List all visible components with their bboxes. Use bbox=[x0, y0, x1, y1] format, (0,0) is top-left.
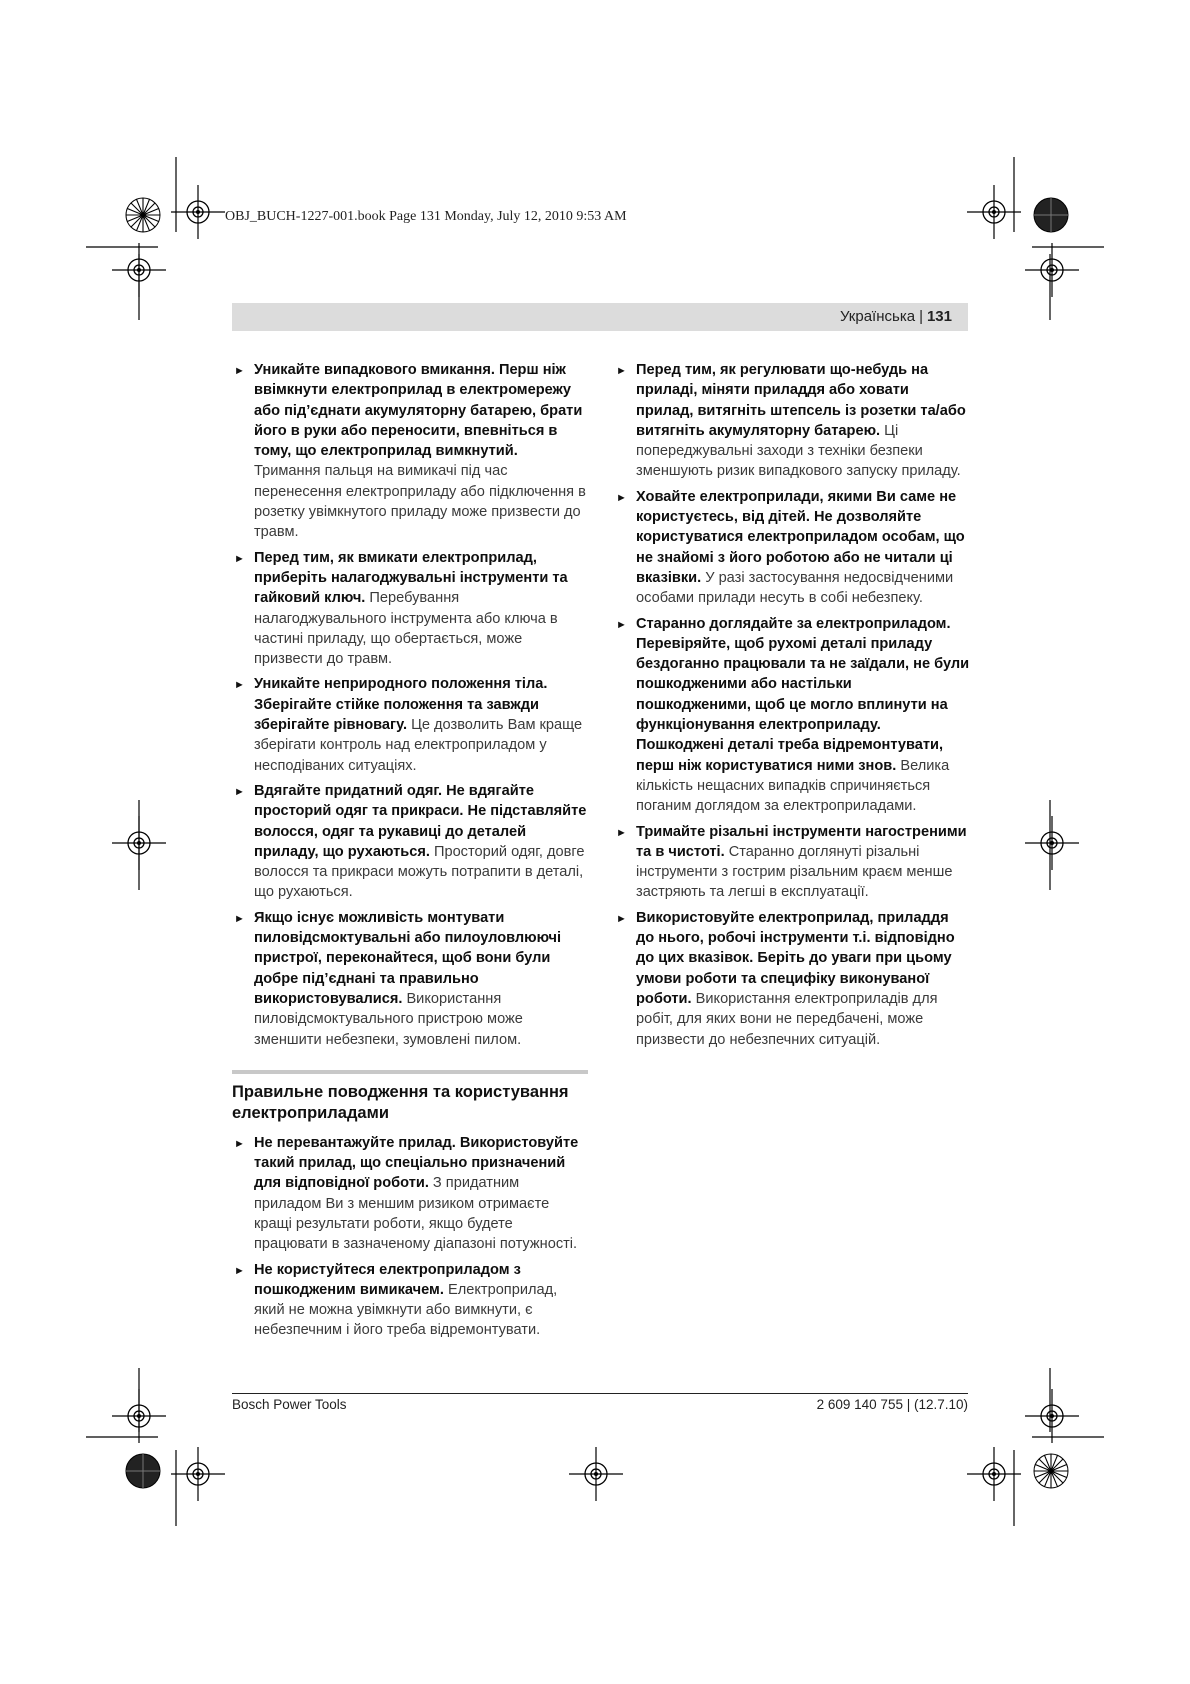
registration-mark-icon bbox=[569, 1447, 623, 1501]
bullet-item bbox=[232, 908, 588, 1050]
bullet-lead: Вдягайте придатний одяг. Не вдягайте просторий одяг та прикраси. Не підставляйте волосся, одяг та рукавиці до деталей приладу, що рухаються. bbox=[254, 782, 587, 860]
bullet-text: Ці попереджувальні заходи з техніки безпеки зменшують ризик випадкового запуску приладу. bbox=[636, 422, 961, 480]
bullet-item bbox=[614, 487, 970, 609]
dark-target-icon bbox=[126, 1454, 160, 1488]
header-language: Українська bbox=[839, 308, 916, 325]
bullet-arrow-icon: ► bbox=[234, 679, 245, 692]
bullet-item bbox=[232, 360, 588, 543]
bullet-text: Тримання пальця на вимикачі під час перенесення електроприладу або підключення в розетку увімкнутого приладу може призвести до травм. bbox=[254, 463, 586, 541]
registration-mark-icon bbox=[112, 1389, 166, 1443]
bullet-item bbox=[614, 614, 970, 817]
registration-mark-icon bbox=[967, 185, 1021, 239]
running-header bbox=[232, 303, 968, 331]
bullet-arrow-icon: ► bbox=[616, 826, 627, 839]
bullet-lead: Не користуйтеся електроприладом з пошкодженим вимикачем. bbox=[254, 1261, 521, 1298]
print-slug: OBJ_BUCH-1227-001.book Page 131 Monday, July 12, 2010 9:53 AM bbox=[225, 209, 627, 224]
bullet-arrow-icon: ► bbox=[616, 618, 627, 631]
registration-mark-icon bbox=[171, 185, 225, 239]
bullet-lead: Старанно доглядайте за електроприладом. Перевіряйте, щоб рухомі деталі приладу бездоганно працювали та не заїдали, не були пошкодженими або настільки пошкодженими, щоб це могло вплинути на функціонування електроприладу. Пошкоджені деталі треба відремонтувати, перш ніж користуватися ними знов. bbox=[636, 615, 970, 774]
bullet-text: Використання електроприладів для робіт, для яких вони не передбачені, може призвести до небезпечних ситуацій. bbox=[636, 990, 938, 1048]
star-target-icon bbox=[126, 198, 160, 232]
bullet-item bbox=[232, 1260, 588, 1341]
registration-mark-icon bbox=[967, 1447, 1021, 1501]
bullet-arrow-icon: ► bbox=[234, 1137, 245, 1150]
bullet-item bbox=[614, 360, 970, 482]
bullet-text: Перебування налагоджувального інструмента або ключа в частині приладу, що обертається, може призвести до травм. bbox=[254, 590, 558, 668]
bullet-item bbox=[232, 674, 588, 775]
registration-mark-icon bbox=[112, 816, 166, 870]
bullet-arrow-icon: ► bbox=[616, 912, 627, 925]
footer-divider bbox=[232, 1393, 968, 1394]
section-divider bbox=[232, 1070, 588, 1074]
bullet-text: У разі застосування недосвідченими особами прилади несуть в собі небезпеку. bbox=[636, 569, 954, 607]
bullet-text: З придатним приладом Ви з меншим ризиком отримаєте кращі результати роботи, якщо будете працювати в зазначеному діапазоні потужності. bbox=[254, 1175, 578, 1253]
bullet-lead: Не перевантажуйте прилад. Використовуйте такий прилад, що спеціально призначений для відповідної роботи. bbox=[254, 1134, 579, 1192]
bullet-text: Просторий одяг, довге волосся та прикраси можуть потрапити в деталі, що рухаються. bbox=[254, 843, 585, 901]
bullet-item bbox=[232, 781, 588, 903]
bullet-lead: Перед тим, як регулювати що-небудь на приладі, міняти приладдя або ховати прилад, витягніть штепсель із розетки та/або витягніть акумуляторну батарею. bbox=[636, 362, 966, 439]
registration-mark-icon bbox=[112, 243, 166, 297]
bullet-arrow-icon: ► bbox=[234, 912, 245, 925]
registration-mark-icon bbox=[1025, 816, 1079, 870]
bullet-text: Велика кількість нещасних випадків спричиняється поганим доглядом за електроприладами. bbox=[636, 757, 950, 815]
bullet-lead: Тримайте різальні інструменти нагостреними та в чистоті. bbox=[636, 823, 967, 860]
bullet-lead: Перед тим, як вмикати електроприлад, приберіть налагоджувальні інструменти та гайковий ключ. bbox=[254, 549, 568, 607]
right-column bbox=[614, 360, 970, 1055]
bullet-item bbox=[614, 822, 970, 903]
bullet-text: Електроприлад, який не можна увімкнути або вимкнути, є небезпечним і його треба відремонтувати. bbox=[254, 1281, 558, 1339]
section-heading: Правильне поводження та користування електроприладами bbox=[232, 1082, 569, 1122]
bullet-arrow-icon: ► bbox=[234, 1264, 245, 1277]
bullet-arrow-icon: ► bbox=[234, 365, 245, 377]
header-text bbox=[840, 308, 952, 325]
bullet-arrow-icon: ► bbox=[616, 491, 627, 504]
header-separator: | bbox=[919, 308, 923, 325]
bullet-lead: Використовуйте електроприлад, приладдя до нього, робочі інструменти т.і. відповідно до цих вказівок. Беріть до уваги при цьому умови роботи та специфіку виконуваної роботи. bbox=[636, 909, 955, 1007]
footer-brand: Bosch Power Tools bbox=[232, 1397, 347, 1412]
registration-mark-icon bbox=[1025, 1389, 1079, 1443]
bullet-item bbox=[614, 908, 970, 1050]
registration-mark-icon bbox=[171, 1447, 225, 1501]
bullet-lead: Уникайте неприродного положення тіла. Зберігайте стійке положення та завжди зберігайте рівновагу. bbox=[254, 676, 548, 734]
registration-mark-icon bbox=[1025, 243, 1079, 297]
bullet-arrow-icon: ► bbox=[616, 365, 627, 377]
bullet-text: Це дозволить Вам краще зберігати контроль над електроприладом у несподіваних ситуаціях. bbox=[254, 717, 583, 774]
bullet-arrow-icon: ► bbox=[234, 552, 245, 565]
bullet-text: Старанно доглянуті різальні інструменти з гострим різальним краєм менше застряють та легші в експлуатації. bbox=[636, 843, 953, 901]
bullet-lead: Уникайте випадкового вмикання. Перш ніж ввімкнути електроприлад в електромережу або під’єднати акумуляторну батарею, брати його в руки або переносити, впевніться в тому, що електроприлад вимкнутий. bbox=[254, 362, 583, 460]
bullet-lead: Ховайте електроприлади, якими Ви саме не користуєтесь, від дітей. Не дозволяйте користуватися електроприладом особам, що не знайомі з його роботою або не читали ці вказівки. bbox=[636, 488, 965, 586]
bullet-item bbox=[232, 548, 588, 670]
star-target-icon bbox=[1034, 1454, 1068, 1488]
footer-doc-number: 2 609 140 755 | (12.7.10) bbox=[816, 1397, 968, 1412]
bullet-item bbox=[232, 1133, 588, 1255]
page-number: 131 bbox=[926, 308, 952, 325]
left-column bbox=[232, 360, 588, 1346]
dark-target-icon bbox=[1034, 198, 1068, 232]
bullet-text: Використання пиловідсмоктувального пристрою може зменшити небезпеки, зумовлені пилом. bbox=[254, 990, 523, 1048]
bullet-arrow-icon: ► bbox=[234, 785, 245, 798]
bullet-lead: Якщо існує можливість монтувати пиловідсмоктувальні або пилоуловлюючі пристрої, переконайтеся, щоб вони були добре під’єднані та правильно використовувалися. bbox=[254, 909, 562, 1007]
